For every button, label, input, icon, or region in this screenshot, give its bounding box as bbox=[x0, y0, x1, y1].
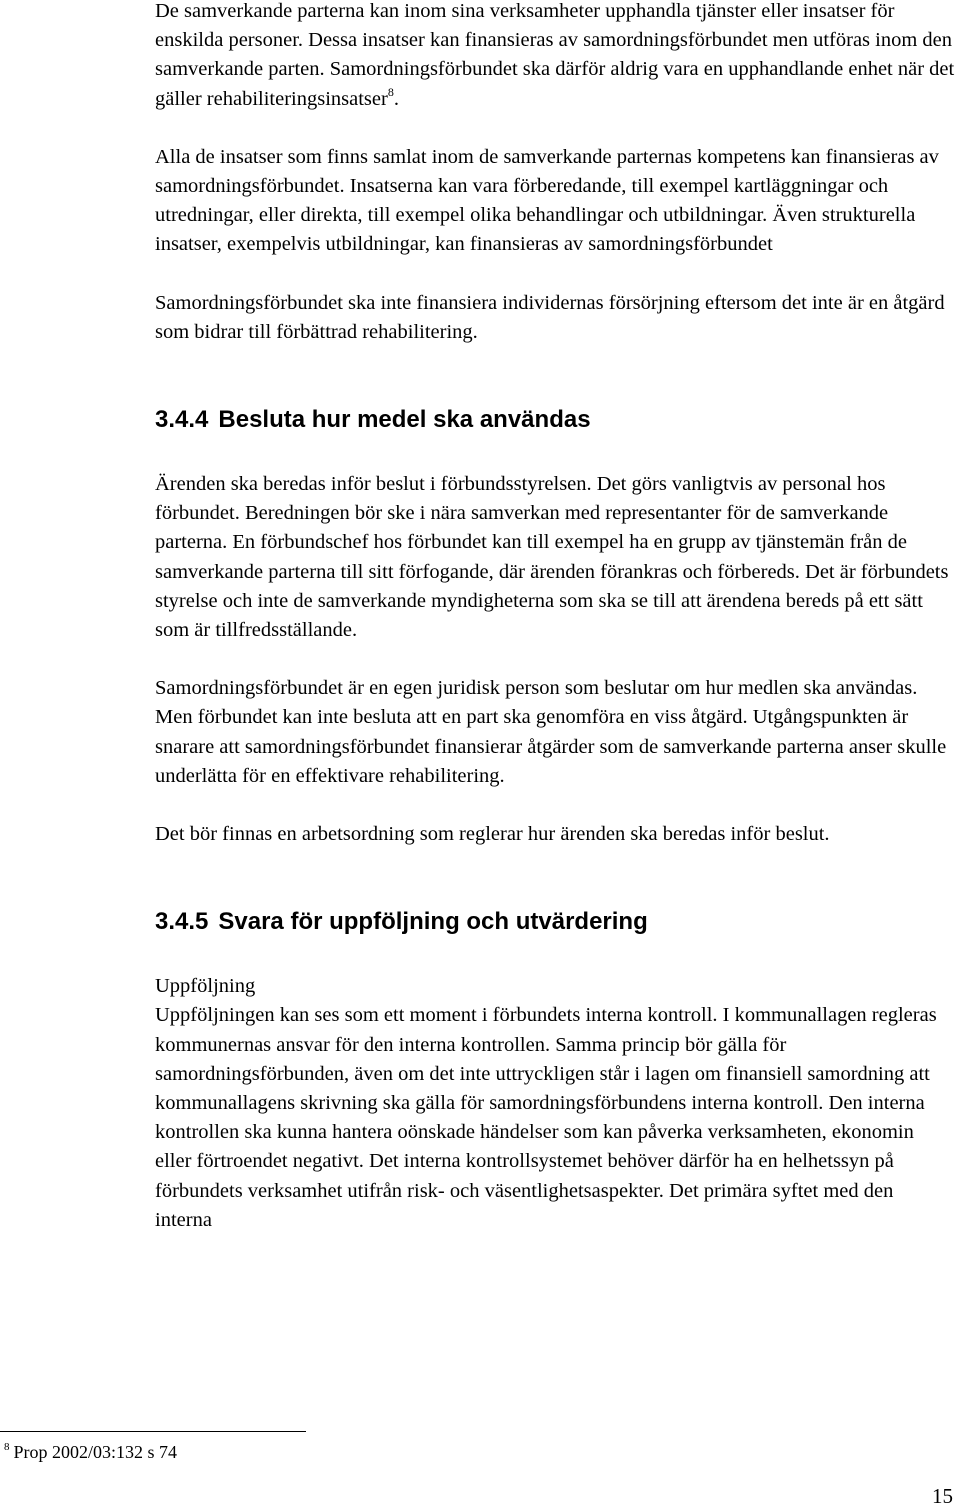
section-heading-344 bbox=[155, 405, 955, 435]
paragraph-arbetsordning: Det bör finnas en arbetsordning som reglerar hur ärenden ska beredas inför beslut. bbox=[155, 823, 830, 846]
paragraph-forsorjning: Samordningsförbundet ska inte finansiera individernas försörjning eftersom det inte är en åtgärd som bidrar till förbättrad rehabilitering. bbox=[155, 291, 945, 343]
subheading-uppfoljning: Uppföljning bbox=[155, 975, 256, 998]
footnote-separator bbox=[0, 1431, 306, 1432]
paragraph-arenden: Ärenden ska beredas inför beslut i förbundsstyrelsen. Det görs vanligtvis av personal hos förbundet. Beredningen bör ske i nära samverkan med representanter för de samverkande parterna. En förbundschef hos förbundet kan till exempel ha en grupp av tjänstemän från de samverkande parterna till sitt förfogande, där ärenden förankras och förbereds. Det är förbundets styrelse och inte de samverkande myndigheterna som ska se till att ärendena bereds på ett sätt som är tillfredsställande. bbox=[155, 473, 949, 642]
section-number: 3.4.5 bbox=[155, 908, 209, 936]
section-heading-345 bbox=[155, 907, 955, 937]
paragraph-insatser: Alla de insatser som finns samlat inom de samverkande parternas kompetens kan finansieras av samordningsförbundet. Insatserna kan vara förberedande, till exempel kartläggningar och utredningar, eller direkta, till exempel olika behandlingar och utbildningar. Även strukturella insatser, exempelvis utbildningar, kan finansieras av samordningsförbundet bbox=[155, 145, 939, 256]
paragraph-intern-kontroll: Uppföljningen kan ses som ett moment i förbundets interna kontroll. I kommunallagen regleras kommunernas ansvar för den interna kontrollen. Samma princip bör gälla för samordningsförbunden, även om det inte uttryckligen står i lagen om finansiell samordning att kommunallagens skrivning ska gälla för samordningsförbundens interna kontroll. Den interna kontrollen ska kunna hantera oönskade händelser som kan påverka verksamheten, ekonomin eller förtroendet negativt. Det interna kontrollsystemet behöver därför ha en helhetssyn på förbundets verksamhet utifrån risk- och väsentlighetsaspekter. Det primära syftet med den interna bbox=[155, 1004, 937, 1231]
section-number: 3.4.4 bbox=[155, 406, 209, 434]
paragraph-upphandla bbox=[155, 0, 955, 114]
body-text bbox=[155, 0, 955, 1235]
section-title: Besluta hur medel ska användas bbox=[218, 406, 591, 434]
footnote-text: Prop 2002/03:132 s 74 bbox=[13, 1442, 178, 1462]
page-number: 15 bbox=[932, 1484, 953, 1508]
footnote bbox=[4, 1440, 177, 1464]
footnote-reference: 8 bbox=[387, 84, 394, 99]
paragraph-juridisk-person: Samordningsförbundet är en egen juridisk person som beslutar om hur medlen ska användas. Men förbundet kan inte besluta att en part ska genomföra en viss åtgärd. Utgångspunkten är snarare att samordningsförbundet finansierar åtgärder som de samverkande parterna anser skulle underlätta för en effektivare rehabilitering. bbox=[155, 677, 947, 787]
footnote-mark: 8 bbox=[4, 1441, 10, 1453]
paragraph-end: . bbox=[393, 87, 399, 110]
paragraph-text: De samverkande parterna kan inom sina verksamheter upphandla tjänster eller insatser för enskilda personer. Dessa insatser kan finansieras av samordningsförbundet men utföras inom den samverkande parten. Samordningsförbundet ska därför aldrig vara en upphandlande enhet när det gäller rehabiliteringsinsatser bbox=[155, 0, 955, 110]
section-title: Svara för uppföljning och utvärdering bbox=[218, 908, 648, 936]
